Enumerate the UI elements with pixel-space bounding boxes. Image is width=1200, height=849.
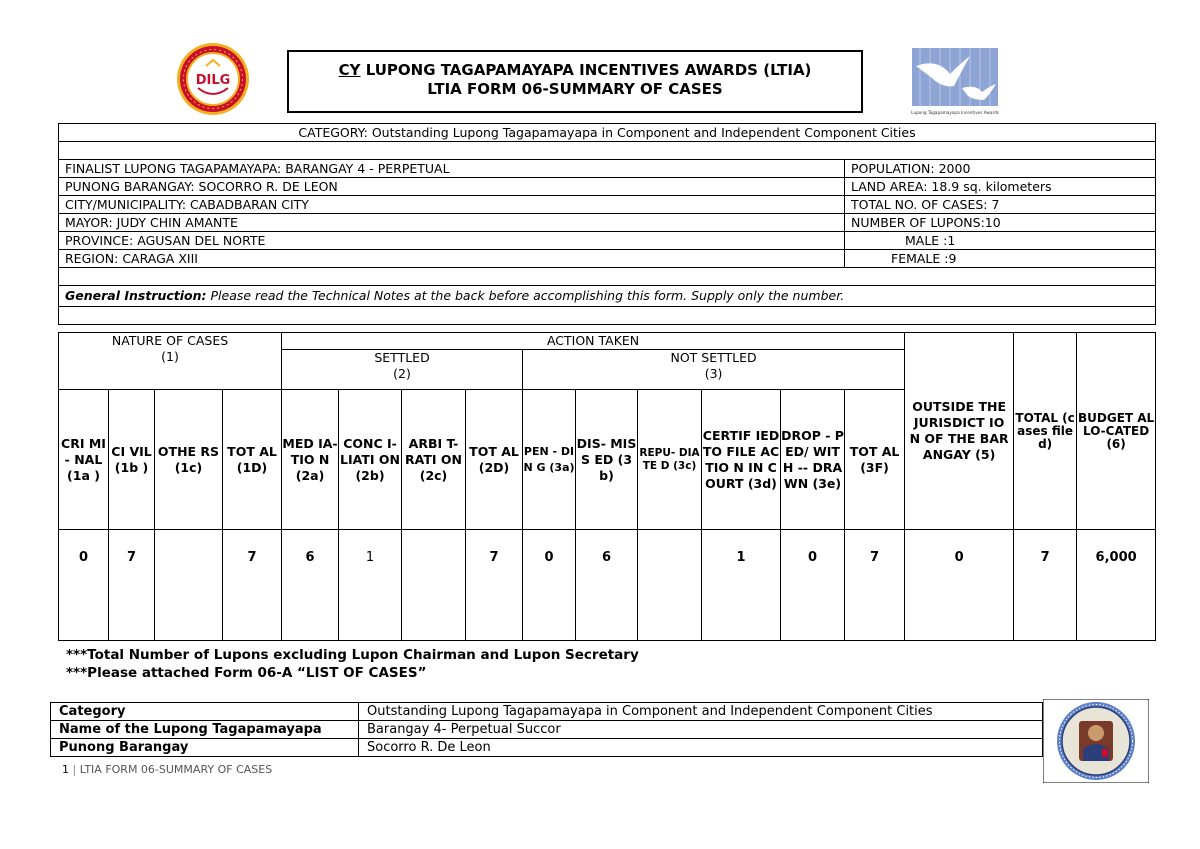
ltia-logo-caption: Lupong Tagapamayapa Incentives Awards <box>911 110 999 115</box>
not-settled-header-text: NOT SETTLED <box>670 350 757 365</box>
city-cell: CITY/MUNICIPALITY: CABADBARAN CITY <box>59 196 845 214</box>
blank-row <box>59 307 1156 325</box>
footer-separator: | <box>72 763 77 776</box>
val-others <box>155 530 223 641</box>
val-civil: 7 <box>109 530 155 641</box>
outside-jurisdiction-header: OUTSIDE THE JURISDICT ION OF THE BARANGAY (5) <box>905 333 1014 530</box>
blank-row <box>59 142 1156 160</box>
summary-value: Socorro R. De Leon <box>359 739 1043 757</box>
form-title <box>289 61 861 80</box>
col-conciliation: CONC I- LIATI ON (2b) <box>339 390 402 530</box>
instruction-text: Please read the Technical Notes at the back before accomplishing this form. Supply only the number. <box>206 288 845 303</box>
form-subtitle: LTIA FORM 06-SUMMARY OF CASES <box>427 80 723 98</box>
page-number: 1 <box>62 763 69 776</box>
notes <box>66 646 639 682</box>
form-title-box <box>287 50 863 113</box>
col-repudiated: REPU- DIATE D (3c) <box>638 390 702 530</box>
summary-label: Punong Barangay <box>51 739 359 757</box>
ltia-logo <box>910 48 1000 116</box>
settled-header-num: (2) <box>393 366 411 381</box>
info-table <box>58 123 1156 325</box>
val-total-2d: 7 <box>466 530 523 641</box>
val-dismissed: 6 <box>576 530 638 641</box>
val-pending: 0 <box>523 530 576 641</box>
region-cell: REGION: CARAGA XIII <box>59 250 845 268</box>
instruction-label: General Instruction: <box>65 288 207 303</box>
budget-header: BUDGET ALLO-CATED (6) <box>1077 333 1156 530</box>
col-civil: CI VIL (1b ) <box>109 390 155 530</box>
col-total-1d: TOT AL (1D) <box>223 390 282 530</box>
col-pending: PEN - DIN G (3a) <box>523 390 576 530</box>
col-criminal: CRI MI- NAL (1a ) <box>59 390 109 530</box>
barangay-seal <box>1043 699 1149 783</box>
cases-table <box>58 332 1156 641</box>
total-cases-cell: TOTAL NO. OF CASES: 7 <box>845 196 1156 214</box>
male-cell: MALE :1 <box>845 232 1156 250</box>
col-total-3f: TOT AL (3F) <box>845 390 905 530</box>
val-total-3f: 7 <box>845 530 905 641</box>
finalist-cell: FINALIST LUPONG TAGAPAMAYAPA: BARANGAY 4 - PERPETUAL <box>59 160 845 178</box>
total-filed-header: TOTAL (cases filed) <box>1014 333 1077 530</box>
summary-table <box>50 702 1043 757</box>
val-certified: 1 <box>702 530 781 641</box>
summary-label: Name of the Lupong Tagapamayapa <box>51 721 359 739</box>
val-outside: 0 <box>905 530 1014 641</box>
settled-header <box>282 350 523 390</box>
summary-label: Category <box>51 703 359 721</box>
note-line-1: ***Total Number of Lupons excluding Lupon Chairman and Lupon Secretary <box>66 647 639 663</box>
col-mediation: MED IA- TIO N (2a) <box>282 390 339 530</box>
punong-cell: PUNONG BARANGAY: SOCORRO R. DE LEON <box>59 178 845 196</box>
population-cell: POPULATION: 2000 <box>845 160 1156 178</box>
val-criminal: 0 <box>59 530 109 641</box>
summary-value: Barangay 4- Perpetual Succor <box>359 721 1043 739</box>
instruction-cell <box>59 286 1156 307</box>
blank-row <box>59 268 1156 286</box>
not-settled-header-num: (3) <box>704 366 723 381</box>
dilg-logo <box>176 42 250 116</box>
land-area-cell: LAND AREA: 18.9 sq. kilometers <box>845 178 1156 196</box>
val-dropped: 0 <box>781 530 845 641</box>
col-certified: CERTIF IED TO FILE ACTIO N IN COURT (3d) <box>702 390 781 530</box>
summary-value: Outstanding Lupong Tagapamayapa in Component and Independent Component Cities <box>359 703 1043 721</box>
col-total-2d: TOT AL (2D) <box>466 390 523 530</box>
not-settled-header <box>523 350 905 390</box>
category-cell: CATEGORY: Outstanding Lupong Tagapamayapa in Component and Independent Component Cities <box>59 124 1156 142</box>
mayor-cell: MAYOR: JUDY CHIN AMANTE <box>59 214 845 232</box>
val-mediation: 6 <box>282 530 339 641</box>
col-dismissed: DIS- MISS ED (3b) <box>576 390 638 530</box>
title-rest: LUPONG TAGAPAMAYAPA INCENTIVES AWARDS (LTIA) <box>365 61 812 79</box>
num-lupons-cell: NUMBER OF LUPONS:10 <box>845 214 1156 232</box>
col-arbitration: ARBI T- RATI ON (2c) <box>402 390 466 530</box>
col-dropped: DROP - PED/ WITH -- DRA WN (3e) <box>781 390 845 530</box>
action-header: ACTION TAKEN <box>282 333 905 350</box>
val-total-filed: 7 <box>1014 530 1077 641</box>
page-footer <box>62 763 272 776</box>
val-total-1d: 7 <box>223 530 282 641</box>
female-cell: FEMALE :9 <box>845 250 1156 268</box>
val-arbitration <box>402 530 466 641</box>
province-cell: PROVINCE: AGUSAN DEL NORTE <box>59 232 845 250</box>
nature-header <box>59 333 282 390</box>
val-budget: 6,000 <box>1077 530 1156 641</box>
dilg-logo-text: DILG <box>195 73 231 88</box>
nature-header-text: NATURE OF CASES <box>111 333 229 348</box>
footer-text: LTIA FORM 06-SUMMARY OF CASES <box>79 763 273 776</box>
val-repudiated <box>638 530 702 641</box>
settled-header-text: SETTLED <box>374 350 430 365</box>
title-cy: CY <box>338 61 361 79</box>
val-conciliation: 1 <box>339 530 402 641</box>
nature-header-num: (1) <box>161 349 179 364</box>
note-line-2: ***Please attached Form 06-A “LIST OF CASES” <box>66 665 427 681</box>
col-others: OTHE RS (1c) <box>155 390 223 530</box>
